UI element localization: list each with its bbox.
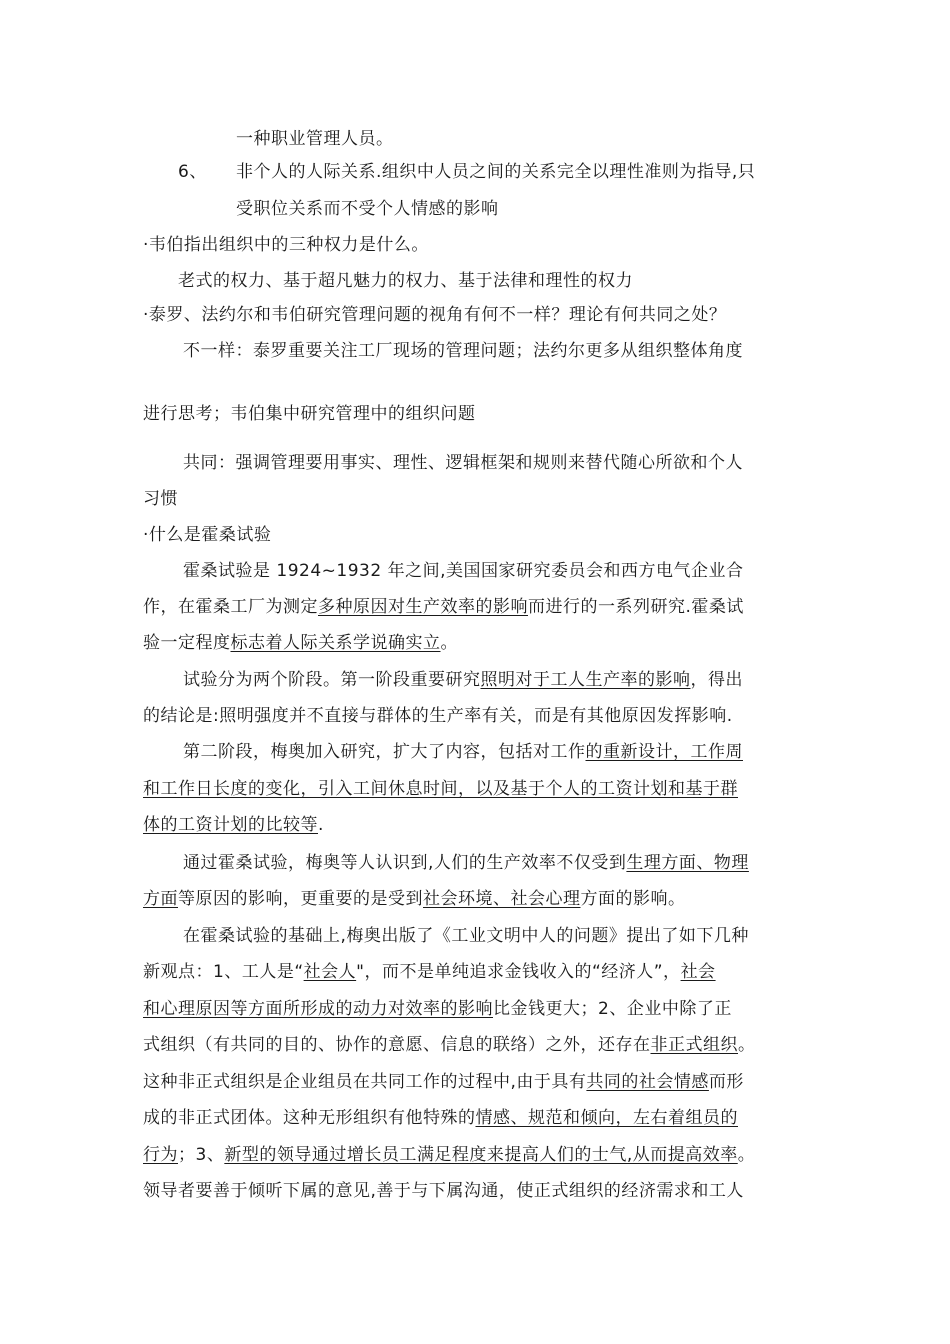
text-run: 方面的影响。 <box>580 889 686 909</box>
text-line <box>143 1144 755 1166</box>
underlined-text: 照明对于工人生产率的影响 <box>480 670 691 690</box>
underlined-text: 社会 <box>680 962 716 982</box>
underlined-text: 多种原因对生产效率的影响 <box>318 597 528 617</box>
text-line: 非个人的人际关系.组织中人员之间的关系完全以理性准则为指导,只 <box>236 162 756 182</box>
text-run: 比金钱更大；2、企业中除了正 <box>493 999 732 1019</box>
text-line: 的结论是:照明强度并不直接与群体的生产率有关，而是有其他原因发挥影响. <box>143 706 733 726</box>
question-heading: ·什么是霍桑试验 <box>143 525 272 545</box>
text-run: 试验分为两个阶段。第一阶段重要研究 <box>183 670 481 690</box>
underlined-text: 体的工资计划的比较等 <box>143 815 318 835</box>
text-run: 等原因的影响，更重要的是受到 <box>178 889 423 909</box>
text-run: 第二阶段，梅奥加入研究，扩大了内容，包括对工作 <box>183 742 586 762</box>
text-line <box>143 1071 744 1093</box>
text-run: 。 <box>737 1145 756 1165</box>
underlined-text: 生理方面、物理 <box>626 853 749 873</box>
text-run: ，得出 <box>690 670 743 690</box>
underlined-text: 非正式组织 <box>650 1035 738 1055</box>
underlined-text: 方面 <box>143 889 178 909</box>
underlined-text: 的重新设计，工作周 <box>585 742 743 762</box>
underlined-text: 情感、规范和倾向，左右着组员的 <box>475 1108 738 1128</box>
text-run: 。 <box>440 633 458 653</box>
text-run: ；3、 <box>178 1145 225 1165</box>
text-line: 共同：强调管理要用事实、理性、逻辑框架和规则来替代随心所欲和个人 <box>183 453 743 473</box>
text-run: 这种非正式组织是企业组员在共同工作的过程中,由于具有 <box>143 1072 587 1092</box>
text-line: 习惯 <box>143 489 178 509</box>
text-line <box>183 669 743 691</box>
text-line <box>143 1034 756 1056</box>
text-line <box>183 741 743 763</box>
text-run: 通过霍桑试验，梅奥等人认识到,人们的生产效率不仅受到 <box>183 853 627 873</box>
text-line: 不一样：泰罗重要关注工厂现场的管理问题；法约尔更多从组织整体角度 <box>183 341 743 361</box>
text-run: 成的非正式团体。这种无形组织有他特殊的 <box>143 1108 476 1128</box>
question-heading: ·泰罗、法约尔和韦伯研究管理问题的视角有何不一样？理论有何共同之处？ <box>143 305 727 325</box>
list-number: 6、 <box>178 162 207 182</box>
underlined-text: 和工作日长度的变化，引入工间休息时间，以及基于个人的工资计划和基于群 <box>143 779 738 799</box>
underlined-text: 标志着人际关系学说确实立 <box>230 633 441 653</box>
text-run: 验一定程度 <box>143 633 231 653</box>
underlined-text: 行为 <box>143 1145 178 1165</box>
text-line <box>143 998 732 1020</box>
text-line <box>143 888 686 910</box>
text-line: 进行思考；韦伯集中研究管理中的组织问题 <box>143 404 476 424</box>
text-run: 新观点：1、工人是“ <box>143 962 304 982</box>
text-line: 老式的权力、基于超凡魅力的权力、基于法律和理性的权力 <box>178 271 633 291</box>
question-heading: ·韦伯指出组织中的三种权力是什么。 <box>143 235 429 255</box>
text-line <box>143 596 744 618</box>
text-run: . <box>318 815 324 835</box>
underlined-text: 新型的领导通过增长员工满足程度来提高人们的士气,从而提高效率 <box>224 1145 738 1165</box>
text-line <box>143 814 324 836</box>
text-run: 而进行的一系列研究.霍桑试 <box>528 597 744 617</box>
text-line <box>183 852 749 874</box>
text-line <box>143 778 738 800</box>
text-run: 。 <box>738 1035 756 1055</box>
underlined-text: 共同的社会情感 <box>586 1072 709 1092</box>
text-run: 式组织（有共同的目的、协作的意愿、信息的联络）之外，还存在 <box>143 1035 651 1055</box>
underlined-text: 和心理原因等方面所形成的动力对效率的影响 <box>143 999 493 1019</box>
text-run: "，而不是单纯追求金钱收入的“经济人”， <box>356 962 681 982</box>
text-line: 领导者要善于倾听下属的意见,善于与下属沟通，使正式组织的经济需求和工人 <box>143 1181 744 1201</box>
text-line: 在霍桑试验的基础上,梅奥出版了《工业文明中人的问题》提出了如下几种 <box>183 926 749 946</box>
text-run: 而形 <box>708 1072 744 1092</box>
text-line: 一种职业管理人员。 <box>236 129 394 149</box>
text-line: 受职位关系而不受个人情感的影响 <box>236 199 499 219</box>
underlined-text: 社会环境、社会心理 <box>423 889 581 909</box>
text-line <box>143 961 716 983</box>
underlined-text: 社会人 <box>303 962 357 982</box>
text-line <box>143 1107 738 1129</box>
text-run: 作，在霍桑工厂为测定 <box>143 597 318 617</box>
text-line: 霍桑试验是 1924~1932 年之间,美国国家研究委员会和西方电气企业合 <box>183 561 744 581</box>
text-line <box>143 632 458 654</box>
